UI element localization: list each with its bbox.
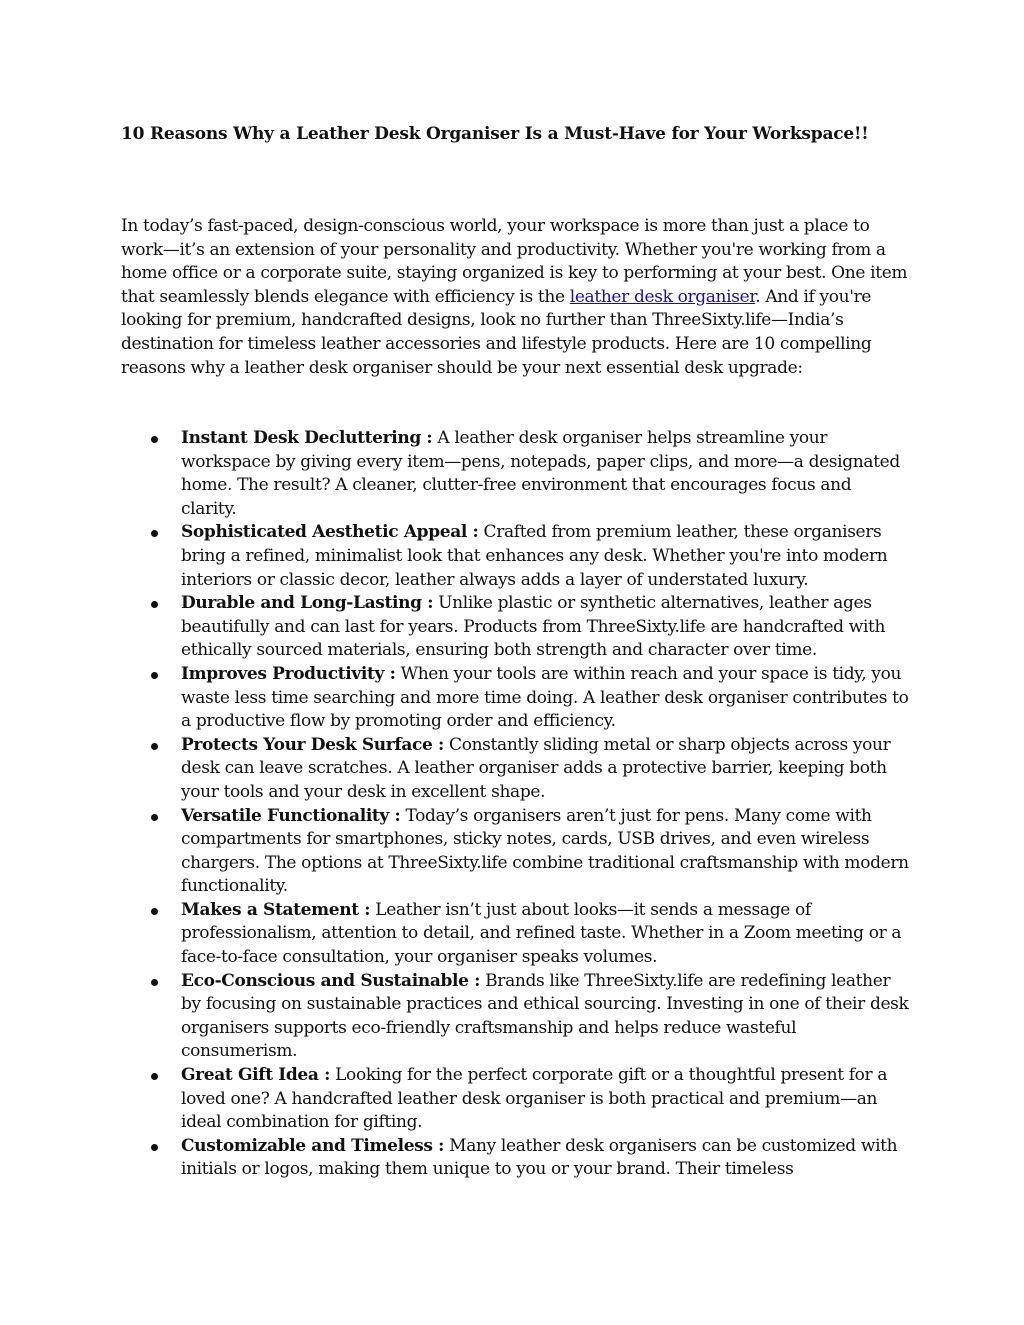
reason-text: Brands like ThreeSixty.life are redefining leather by focusing on sustainable practices and ethical sourcing. Investing in one of their desk organisers supports eco-friendly craftsmanship and helps reduce wasteful consumerism.	[181, 970, 909, 1062]
reason-text: When your tools are within reach and your space is tidy, you waste less time searching and more time doing. A leather desk organiser contributes to a productive flow by promoting order and efficiency.	[181, 663, 909, 732]
reason-title: Protects Your Desk Surface :	[181, 734, 444, 755]
intro-paragraph	[121, 215, 911, 380]
reason-text: Leather isn’t just about looks—it sends a message of professionalism, attention to detail, and refined taste. Whether in a Zoom meeting or a face-to-face consultation, your organiser speaks volumes.	[181, 899, 902, 968]
reason-title: Makes a Statement :	[181, 899, 371, 920]
bullet-icon	[151, 979, 158, 986]
bullet-icon	[151, 1144, 158, 1151]
bullet-icon	[151, 672, 158, 679]
reason-title: Improves Productivity :	[181, 663, 396, 684]
document-title: 10 Reasons Why a Leather Desk Organiser Is a Must-Have for Your Workspace!!	[121, 124, 869, 144]
bullet-icon	[151, 1073, 158, 1080]
bullet-icon	[151, 530, 158, 537]
reason-title: Versatile Functionality :	[181, 805, 401, 826]
reason-title: Customizable and Timeless :	[181, 1135, 445, 1156]
list-item	[121, 427, 911, 521]
reason-text: Constantly sliding metal or sharp objects across your desk can leave scratches. A leather organiser adds a protective barrier, keeping both your tools and your desk in excellent shape.	[181, 734, 891, 802]
list-item	[121, 1135, 911, 1182]
list-item	[121, 970, 911, 1064]
list-item	[121, 663, 911, 734]
reason-text: A leather desk organiser helps streamline your workspace by giving every item—pens, notepads, paper clips, and more—a designated home. The result? A cleaner, clutter-free environment that encourages focus and clarity.	[181, 428, 900, 519]
bullet-icon	[151, 601, 158, 608]
intro-text-after-link: . And if you're looking for premium, handcrafted designs, look no further than ThreeSixty.life—India’s destination for timeless leather accessories and lifestyle products. Here are 10 compelling reasons why a leather desk organiser should be your next essential desk upgrade:	[121, 286, 872, 378]
list-item	[121, 592, 911, 663]
list-item	[121, 521, 911, 592]
bullet-icon	[151, 908, 158, 915]
bullet-icon	[151, 814, 158, 821]
reason-title: Eco-Conscious and Sustainable :	[181, 970, 481, 991]
reason-title: Sophisticated Aesthetic Appeal :	[181, 522, 479, 543]
reason-title: Great Gift Idea :	[181, 1065, 331, 1086]
reason-title: Durable and Long-Lasting :	[181, 593, 434, 614]
reason-text: Unlike plastic or synthetic alternatives, leather ages beautifully and can last for years. Products from ThreeSixty.life are handcrafted with ethically sourced materials, ensuring both strength and character over time.	[181, 593, 886, 661]
list-item	[121, 805, 911, 899]
reasons-list	[121, 427, 911, 1182]
list-item	[121, 734, 911, 805]
reason-title: Instant Desk Decluttering :	[181, 428, 433, 448]
intro-text-before-link: In today’s fast-paced, design-conscious world, your workspace is more than just a place to work—it’s an extension of your personality and productivity. Whether you're working from a home office or a corporate suite, staying organized is key to performing at your best. One item that seamlessly blends elegance with efficiency is the	[121, 216, 908, 307]
list-item	[121, 1064, 911, 1135]
bullet-icon	[151, 743, 158, 750]
leather-desk-organiser-link[interactable]: leather desk organiser	[569, 286, 756, 307]
list-item	[121, 899, 911, 970]
reason-text: Crafted from premium leather, these organisers bring a refined, minimalist look that enhances any desk. Whether you're into modern interiors or classic decor, leather always adds a layer of understated luxury.	[181, 522, 888, 590]
reason-text: Today’s organisers aren’t just for pens. Many come with compartments for smartphones, sticky notes, cards, USB drives, and even wireless chargers. The options at ThreeSixty.life combine traditional craftsmanship with modern functionality.	[181, 805, 909, 897]
bullet-icon	[151, 436, 158, 443]
reason-text: Many leather desk organisers can be customized with initials or logos, making them unique to you or your brand. Their timeless	[181, 1135, 898, 1180]
reason-text: Looking for the perfect corporate gift or a thoughtful present for a loved one? A handcrafted leather desk organiser is both practical and premium—an ideal combination for gifting.	[181, 1065, 888, 1133]
